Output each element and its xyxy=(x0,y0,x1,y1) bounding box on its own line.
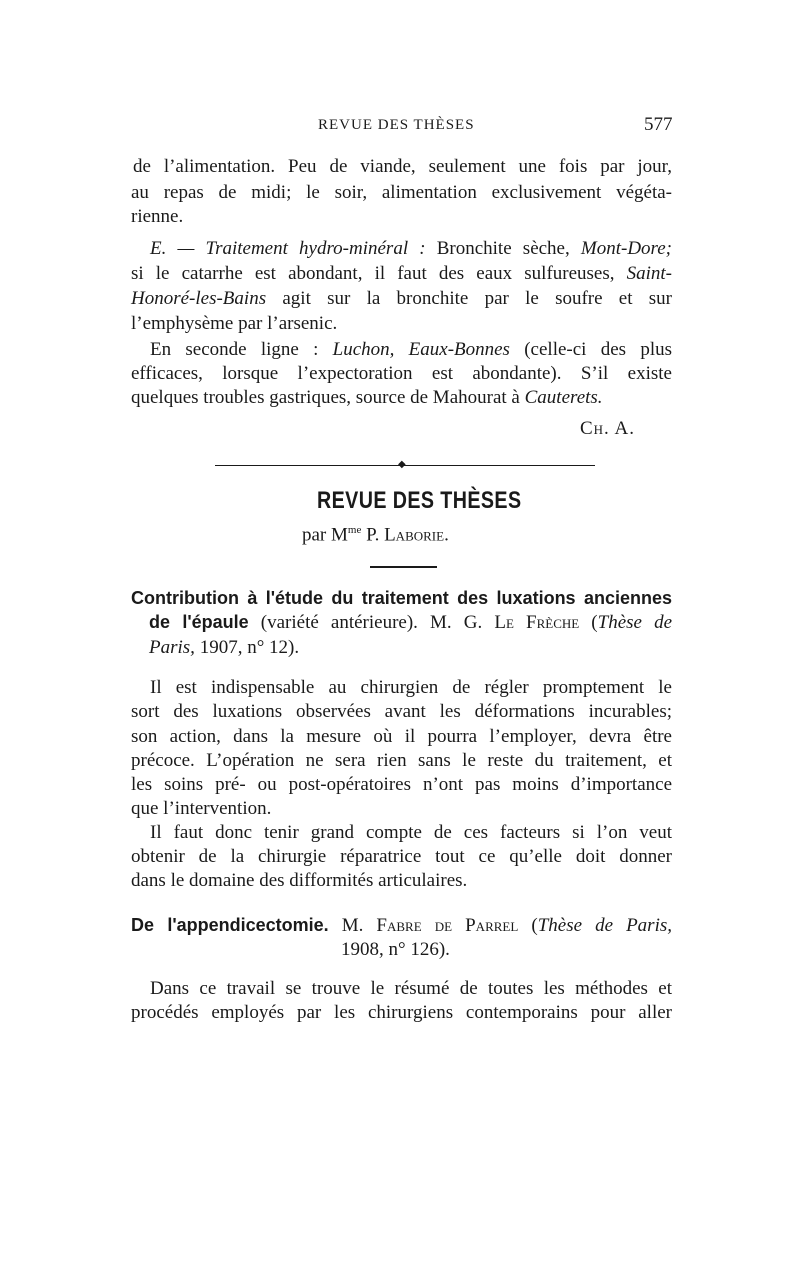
text-run: quelques troubles gastriques, source de Mahourat à xyxy=(131,387,525,408)
text-run: (variété antérieure). M. G. xyxy=(248,612,495,633)
section-e-line-3 xyxy=(131,287,672,310)
text-run: ( xyxy=(518,915,538,936)
article1-body-line: que l’intervention. xyxy=(131,798,272,819)
article1-body-line: précoce. L’opération ne sera rien sans le reste du traitement, et xyxy=(131,750,672,771)
article1-title-line-1: Contribution à l'étude du traitement des luxations anciennes xyxy=(131,588,672,608)
section-title: REVUE DES THÈSES xyxy=(317,487,522,514)
byline-name: P. Laborie. xyxy=(361,524,449,546)
text-run: agit sur la bronchite par le soufre et sur xyxy=(266,288,672,309)
article2-body-line: procédés employés par les chirurgiens contemporains pour aller xyxy=(131,1002,672,1023)
place-name: Honoré-les-Bains xyxy=(131,288,267,309)
article1-body-line: sort des luxations observées avant les déformations incurables; xyxy=(131,701,672,722)
source-name: Thèse de xyxy=(597,612,673,633)
short-rule xyxy=(370,566,437,568)
section-e-line-2 xyxy=(131,262,672,285)
running-head-title: REVUE DES THÈSES xyxy=(318,117,475,133)
section-title: — Traitement hydro-minéral : xyxy=(177,238,426,259)
place-name: Saint- xyxy=(626,263,672,284)
text-run: ( xyxy=(579,612,598,633)
text-run: En seconde ligne : xyxy=(150,339,333,360)
byline xyxy=(302,524,449,546)
text-line: de l’alimentation. Peu de viande, seulement une fois par jour, xyxy=(133,156,672,177)
para2-line-3 xyxy=(131,386,672,409)
place-name: Luchon, Eaux-Bonnes xyxy=(332,339,510,360)
signature: Ch. A. xyxy=(580,418,635,439)
article1-title-line-3 xyxy=(149,636,672,659)
article1-body-line: Il faut donc tenir grand compte de ces facteurs si l’on veut xyxy=(150,822,672,843)
separator-ornament: ◆ xyxy=(398,459,406,470)
section-e-line-1 xyxy=(150,237,672,260)
source-name: Paris, xyxy=(149,637,195,658)
article2-body-line: Dans ce travail se trouve le résumé de toutes les méthodes et xyxy=(150,978,672,999)
author-name: Le Frèche xyxy=(494,612,580,633)
title-bold: de l'épaule xyxy=(149,612,249,632)
article1-body-line: dans le domaine des difformités articulaires. xyxy=(131,870,468,891)
author-name: Fabre de Parrel xyxy=(376,915,519,936)
byline-par: par M xyxy=(302,524,348,546)
title-bold: De l'appendicectomie. xyxy=(131,915,329,935)
section-e-line-4: l’emphysème par l’arsenic. xyxy=(131,313,338,334)
byline-sup: me xyxy=(347,524,362,536)
text-run: si le catarrhe est abondant, il faut des eaux sulfureuses, xyxy=(131,263,627,284)
article1-body-line: Il est indispensable au chirurgien de régler promptement le xyxy=(150,677,672,698)
text-run: 1907, n° 12). xyxy=(194,637,300,658)
article1-body-line: obtenir de la chirurgie réparatrice tout ce qu’elle doit donner xyxy=(131,846,672,867)
text-run: Bronchite sèche, xyxy=(425,238,581,259)
article2-title-line-1 xyxy=(131,914,672,937)
page-number: 577 xyxy=(644,114,673,135)
text-line: rienne. xyxy=(131,206,184,227)
para2-line-2: efficaces, lorsque l’expectoration est abondante). S’il existe xyxy=(131,363,672,384)
text-line: au repas de midi; le soir, alimentation exclusivement végéta- xyxy=(131,182,672,203)
place-name: Mont-Dore; xyxy=(580,238,672,259)
place-name: Cauterets. xyxy=(524,387,603,408)
article1-body-line: son action, dans la mesure où il pourra l’employer, devra être xyxy=(131,726,672,747)
section-label: E. xyxy=(150,238,167,259)
para2-line-1 xyxy=(150,338,672,361)
article2-title-line-2: 1908, n° 126). xyxy=(341,939,450,960)
article1-body-line: les soins pré- ou post-opératoires n’ont pas moins d’importance xyxy=(131,774,672,795)
article1-title-line-2 xyxy=(149,611,672,634)
text-run: (celle-ci des plus xyxy=(509,339,672,360)
source-name: Thèse de Paris, xyxy=(537,915,672,936)
text-run: M. xyxy=(328,915,377,936)
